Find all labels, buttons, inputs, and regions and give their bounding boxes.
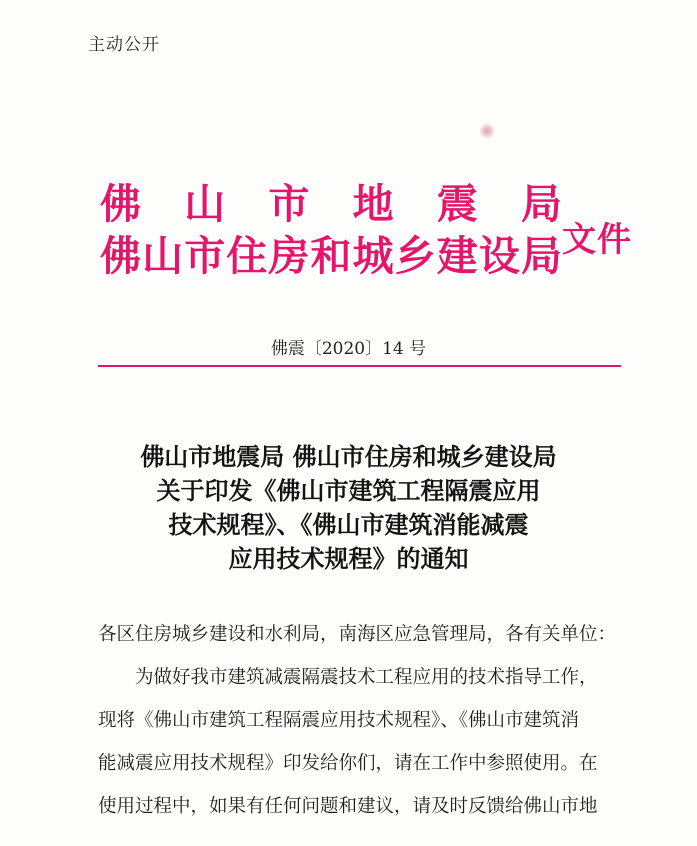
- issuer-2-char: 山: [142, 232, 184, 280]
- paragraph-line: 使用过程中，如果有任何问题和建议，请及时反馈给佛山市地: [98, 796, 598, 817]
- issuer-2-char: 和: [310, 232, 352, 280]
- issuer-line-2: [100, 230, 562, 282]
- paragraph-line: 现将《佛山市建筑工程隔震应用技术规程》、《佛山市建筑消: [98, 710, 580, 731]
- title-line: 应用技术规程》的通知: [228, 544, 469, 573]
- issuer-1-char: 山: [184, 180, 226, 228]
- issuer-1-char: 震: [436, 180, 478, 228]
- document-title: [0, 440, 697, 576]
- issuer-2-char: 乡: [394, 232, 436, 280]
- addressee-line: 各区住房城乡建设和水利局，南海区应急管理局，各有关单位：: [98, 624, 617, 645]
- issuer-2-char: 佛: [100, 232, 141, 280]
- issuer-1-char: 佛: [100, 180, 141, 228]
- issuer-2-char: 城: [352, 232, 394, 280]
- disclosure-label: 主动公开: [88, 35, 160, 55]
- issuer-1-char: 局: [520, 180, 562, 228]
- issuer-1-char: 市: [268, 180, 310, 228]
- issuer-2-char: 设: [478, 232, 520, 280]
- issuer-2-char: 市: [184, 232, 226, 280]
- document-number: 佛震〔2020〕14 号: [270, 339, 427, 359]
- red-divider: [98, 365, 621, 367]
- issuer-line-1: [100, 178, 562, 230]
- issuer-1-char: 地: [352, 180, 394, 228]
- issuer-2-char: 建: [436, 232, 478, 280]
- document-suffix: 文件: [562, 220, 632, 260]
- issuer-2-char: 住: [226, 232, 268, 280]
- paragraph-line: 为做好我市建筑减震隔震技术工程应用的技术指导工作，: [135, 667, 598, 688]
- document-body: [98, 624, 618, 839]
- ink-stain-mark: [480, 124, 494, 138]
- issuer-2-char: 局: [520, 232, 562, 280]
- issuer-header: [100, 178, 562, 282]
- issuer-2-char: 房: [268, 232, 310, 280]
- title-line: 关于印发《佛山市建筑工程隔震应用: [156, 476, 541, 505]
- title-line: 佛山市地震局 佛山市住房和城乡建设局: [140, 442, 557, 471]
- title-line: 技术规程》、《佛山市建筑消能减震: [168, 510, 529, 539]
- paragraph-line: 能减震应用技术规程》印发给你们，请在工作中参照使用。在: [98, 753, 598, 774]
